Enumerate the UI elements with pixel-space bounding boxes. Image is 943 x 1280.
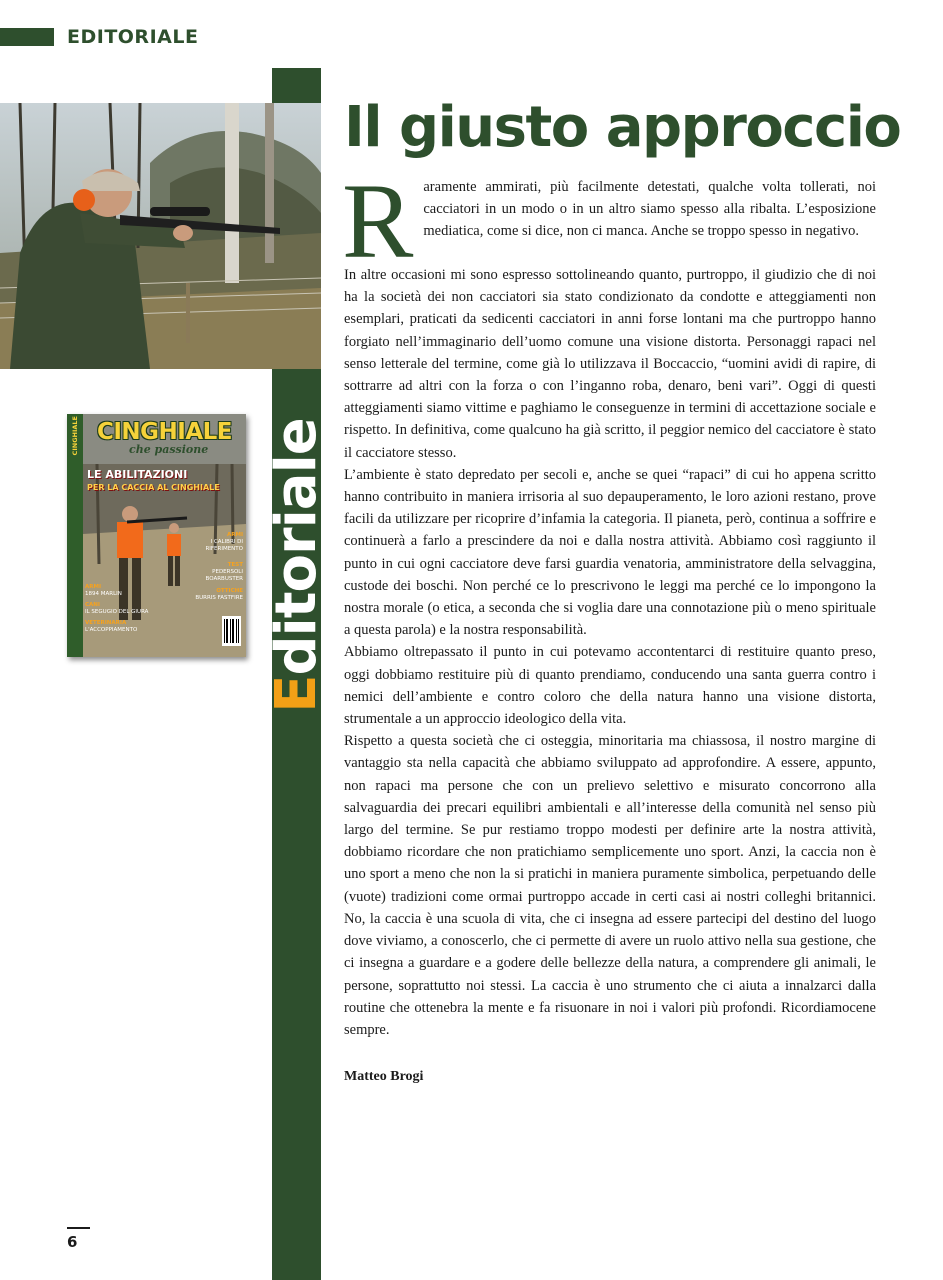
article-paragraph: Abbiamo oltrepassato il punto in cui potevamo accontentarci di restituire quanto preso, oggi dobbiamo restituire più di quanto prendiamo, conducendo una santa guerra contro i nemici dell’ambiente e contro coloro che della natura hanno una visione distorta, strumentale a un approccio ideologico della vita. <box>344 644 876 728</box>
barcode-icon <box>222 616 241 646</box>
magazine-note: OTTICHE BURRIS FASTFIRE <box>195 588 243 601</box>
article-paragraph: Raramente ammirati, più facilmente detestati, qualche volta tollerati, noi cacciatori in un modo o in un altro siamo spesso alla ribalta. L’esposizione mediatica, come si dice, non ci manca. Anche se troppo spesso in negativo. <box>342 163 876 281</box>
section-label: EDITORIALE <box>67 26 199 48</box>
magazine-spine: CINGHIALE <box>71 416 79 456</box>
magazine-subtitle: che passione <box>129 443 209 456</box>
article-body <box>342 163 876 1041</box>
section-color-bar <box>0 28 54 46</box>
vertical-word-rest: ditoriale <box>264 417 330 676</box>
magazine-cover <box>67 414 246 657</box>
magazine-note: TEST PEDERSOLI BOARBUSTER <box>205 562 243 582</box>
article-paragraph: Rispetto a questa società che ci osteggia, minoritaria ma chiassosa, il nostro margine di vantaggio sta nella capacità che abbiamo sviluppato ad approfondire. A essere, appunto, non rapaci ma persone che con un prelievo selettivo e misurato concorrono alla salvaguardia dei precari equilibri ambientali e all’interesse della comunità nel senso più largo del termine. Se pur restiamo troppo modesti per definire arte la nostra attività, dobbiamo ricordare che non pratichiamo semplicemente uno sport. Anzi, la caccia non è uno sport a meno che non la si pratichi in maniera puramente simbolica, perpetuando delle (vuote) tradizioni come ormai purtroppo accade in certi casi ai nostri colleghi britannici. No, la caccia è una scuola di vita, che ci insegna ad essere partecipi del destino del luogo dove viviamo, a conoscerlo, che ci permette di avere un ruolo attivo nella sua gestione, che ci insegna a guardare e a godere delle bellezze della natura, a comprendere gli animali, le persone, soprattutto noi stessi. La caccia è uno strumento che ci aiuta a innalzarci dalla routine che ottenebra la mente e fa risuonare in noi i valori più profondi. Ricordiamocene sempre. <box>344 733 876 1038</box>
magazine-note: ARMI I CALIBRI DI RIFERIMENTO <box>205 532 243 552</box>
page-number: 6 <box>67 1233 78 1251</box>
magazine-title: CINGHIALE <box>96 419 233 445</box>
magazine-note: CANI IL SEGUGIO DEL GIURA <box>85 602 149 615</box>
page-number-rule <box>67 1227 90 1229</box>
drop-cap: R <box>342 163 414 281</box>
article-paragraph: In altre occasioni mi sono espresso sottolineando quanto, purtroppo, il giudizio che di noi ha la società dei non cacciatori sia stato condizionato da condotte e atteggiamenti non esemplari, praticati da sedicenti cacciatori in anni forse lontani ma che purtroppo hanno forgiato nell’immaginario dell’uomo comune una visione distorta. Personaggi rapaci nel senso letterale del termine, come già lo utilizzava il Boccaccio, “uomini avidi di rapire, di sottrarre ad altri con la forza o con l’inganno roba, denaro, beni vari”. Oggi di questi atteggiamenti siamo vittime e paghiamo le conseguenze in termini di accettazione sociale e rispetto. In definitiva, come qualcuno ha già scritto, il peggior nemico del cacciatore è stato il cacciatore stesso. <box>344 267 876 461</box>
article-title: Il giusto approccio <box>344 95 901 160</box>
article-paragraph: L’ambiente è stato depredato per secoli e, anche se quei “rapaci” di cui ho appena scritto hanno contribuito in maniera irrisoria al suo depauperamento, le loro azioni restano, prove facili da utilizzare per ricoprire d’infamia la categoria. Il pianeta, però, continua a soffrire e continuerà a farlo a prescindere da noi e dalla nostra attività. Abbiamo così raggiunto il punto in cui ogni cacciatore deve farsi guardia venatoria, amministratore della selvaggina, custode dei boschi. Non perché ce lo prescrivono le leggi ma perché ce lo impongono la nostra morale (o etica, a seconda che si voglia dare una connotazione più o meno spirituale a questa parola) e la nostra responsabilità. <box>344 466 876 639</box>
vertical-word-initial: E <box>264 675 330 713</box>
hunter-photo <box>0 103 321 369</box>
magazine-headline: LE ABILITAZIONI PER LA CACCIA AL CINGHIALE <box>87 468 220 492</box>
magazine-note: ARMI 1894 MARLIN <box>85 584 122 597</box>
vertical-section-word <box>264 410 330 720</box>
magazine-note: VETERINARIA L'ACCOPPIAMENTO <box>85 620 138 633</box>
author-name: Matteo Brogi <box>344 1069 424 1084</box>
